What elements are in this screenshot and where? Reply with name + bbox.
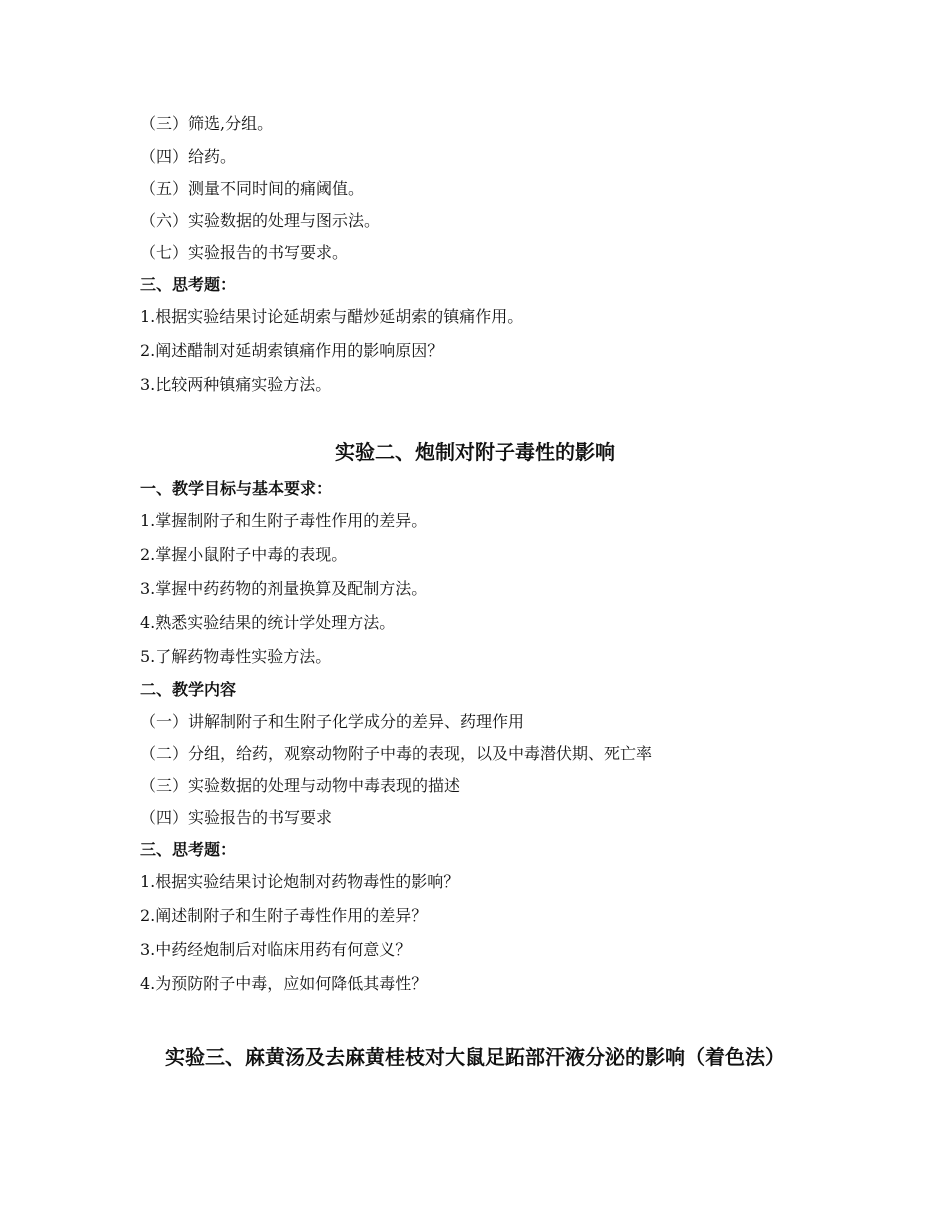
- step-item: （四）给药。: [140, 147, 237, 166]
- questions-heading: 三、思考题：: [140, 840, 237, 859]
- question-item: 1.根据实验结果讨论延胡索与醋炒延胡索的镇痛作用。: [140, 307, 524, 326]
- goal-item: 1.掌握制附子和生附子毒性作用的差异。: [140, 511, 428, 530]
- content-item: （二）分组，给药，观察动物附子中毒的表现，以及中毒潜伏期、死亡率: [140, 744, 653, 763]
- question-item: 1.根据实验结果讨论炮制对药物毒性的影响？: [140, 872, 460, 891]
- goal-item: 4.熟悉实验结果的统计学处理方法。: [140, 613, 396, 632]
- step-item: （三）筛选,分组。: [140, 114, 274, 133]
- content-item: （四）实验报告的书写要求: [140, 808, 333, 827]
- goal-item: 2.掌握小鼠附子中毒的表现。: [140, 545, 348, 564]
- question-item: 2.阐述制附子和生附子毒性作用的差异？: [140, 906, 428, 925]
- step-item: （五）测量不同时间的痛阈值。: [140, 179, 365, 198]
- goal-item: 5.了解药物毒性实验方法。: [140, 647, 332, 666]
- goals-heading: 一、教学目标与基本要求：: [140, 479, 333, 498]
- question-item: 2.阐述醋制对延胡索镇痛作用的影响原因？: [140, 341, 444, 360]
- step-item: （六）实验数据的处理与图示法。: [140, 211, 381, 230]
- question-item: 3.比较两种镇痛实验方法。: [140, 375, 332, 394]
- questions-heading: 三、思考题：: [140, 275, 237, 294]
- content-item: （一）讲解制附子和生附子化学成分的差异、药理作用: [140, 712, 525, 731]
- content-item: （三）实验数据的处理与动物中毒表现的描述: [140, 776, 461, 795]
- step-item: （七）实验报告的书写要求。: [140, 243, 349, 262]
- goal-item: 3.掌握中药药物的剂量换算及配制方法。: [140, 579, 428, 598]
- content-heading: 二、教学内容: [140, 680, 237, 699]
- question-item: 4.为预防附子中毒，应如何降低其毒性？: [140, 974, 428, 993]
- experiment-title: 实验二、炮制对附子毒性的影响: [335, 440, 615, 464]
- experiment-title: 实验三、麻黄汤及去麻黄桂枝对大鼠足跖部汗液分泌的影响（着色法）: [165, 1045, 785, 1069]
- question-item: 3.中药经炮制后对临床用药有何意义？: [140, 940, 412, 959]
